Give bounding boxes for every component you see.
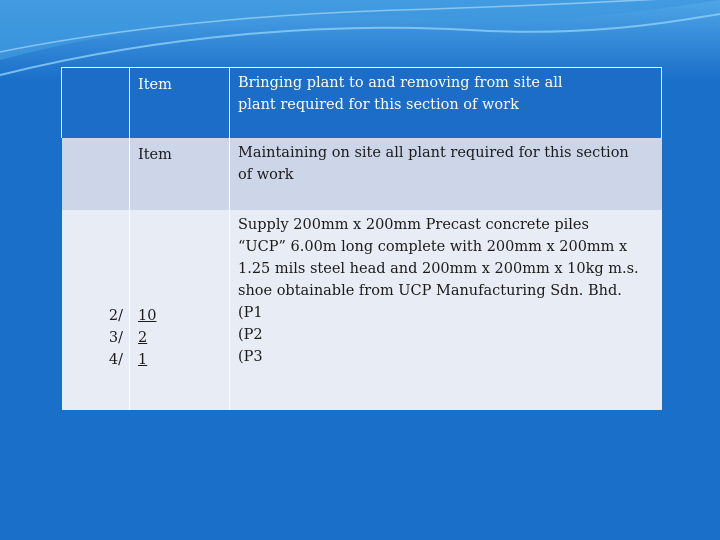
quantity-item (138, 327, 229, 349)
ref-cell (62, 68, 130, 139)
ref-label: 4/ (108, 352, 123, 368)
description-cell (230, 210, 662, 410)
description-line: Maintaining on site all plant required for this section (238, 145, 629, 161)
ref-label: 3/ (108, 330, 123, 346)
unit-label: Item (138, 147, 172, 163)
description-line: (P3 (238, 349, 263, 365)
description-text (230, 138, 662, 186)
description-cell (230, 138, 662, 210)
unit-cell (130, 138, 230, 210)
description-line: shoe obtainable from UCP Manufacturing Sdn. Bhd. (238, 283, 622, 299)
ref-cell (62, 138, 130, 210)
table-row (62, 138, 662, 210)
unit-cell (130, 68, 230, 139)
description-line: Bringing plant to and removing from site all (238, 75, 563, 91)
quantity-value: 2 (138, 330, 148, 346)
description-text (230, 68, 661, 116)
table-row (62, 68, 662, 139)
quantity-item (138, 349, 229, 371)
quantity-value: 10 (138, 308, 157, 324)
description-line: (P1 (238, 305, 263, 321)
quantity-cell (130, 210, 230, 410)
unit-label: Item (138, 77, 172, 93)
description-text (230, 210, 662, 368)
quantity-list (130, 210, 229, 371)
bill-of-quantities-table (61, 67, 662, 410)
quantity-value: 1 (138, 352, 148, 368)
table-row (62, 210, 662, 410)
description-line: (P2 (238, 327, 263, 343)
description-line: 1.25 mils steel head and 200mm x 200mm x 10kg m.s. (238, 261, 639, 277)
description-cell (230, 68, 662, 139)
description-line: “UCP” 6.00m long complete with 200mm x 200mm x (238, 239, 628, 255)
description-line: Supply 200mm x 200mm Precast concrete piles (238, 217, 589, 233)
quantity-item (138, 305, 229, 327)
ref-label: 2/ (108, 308, 123, 324)
ref-cell (62, 210, 130, 410)
description-line: plant required for this section of work (238, 97, 519, 113)
description-line: of work (238, 167, 294, 183)
ref-list (62, 210, 130, 371)
